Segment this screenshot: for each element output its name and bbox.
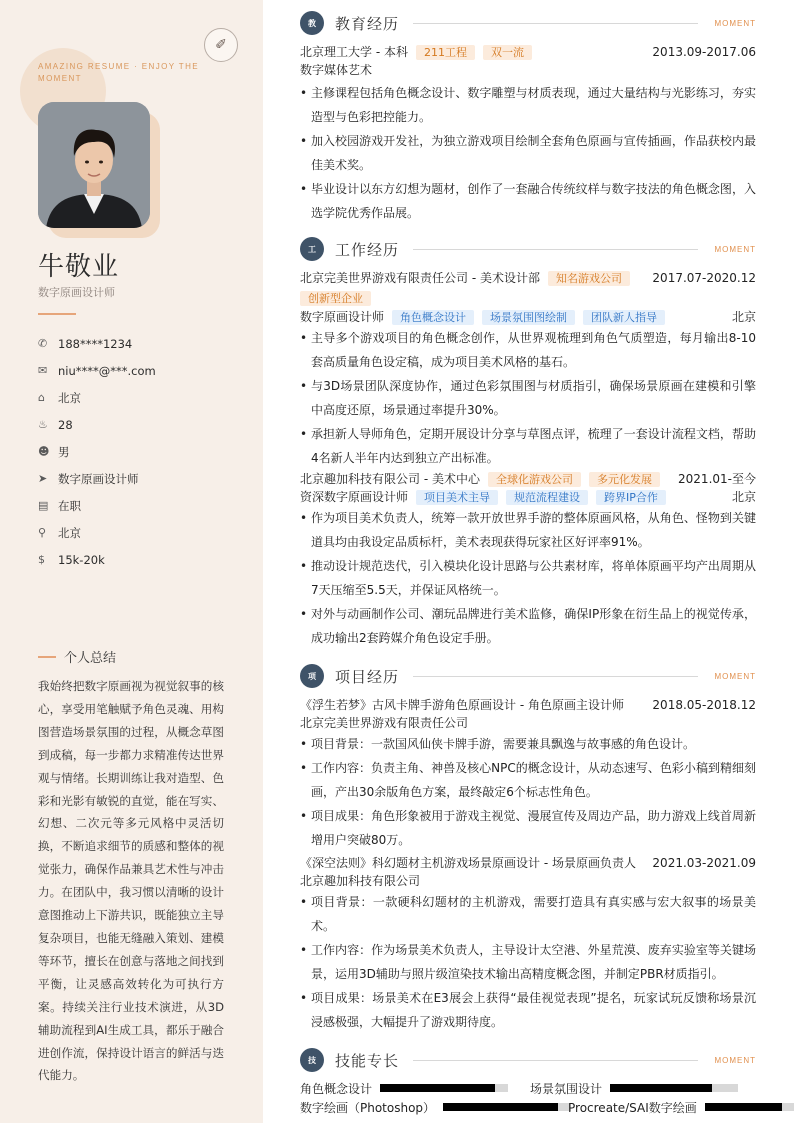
contact-email: ✉ niu****@***.com: [38, 363, 156, 378]
tag: 跨界IP合作: [596, 490, 666, 505]
section-title: 工作经历: [335, 240, 400, 259]
portrait-illustration: [38, 102, 150, 228]
skill-bar-fill: [443, 1103, 558, 1111]
tag: 团队新人指导: [583, 310, 665, 325]
project-1: [300, 696, 756, 852]
date-range: 2018.05-2018.12: [652, 698, 756, 712]
list-item: • 推动设计规范迭代，引入模块化设计思路与公共素材库，将单体原画平均产出周期从7天压缩至5.5天，并保证风格统一。: [300, 554, 756, 602]
role-name: 资深数字原画设计师: [300, 490, 409, 504]
city: 北京: [731, 490, 756, 504]
school-name: 北京理工大学 - 本科: [300, 45, 408, 59]
list-item: • 项目背景：一款硬科幻题材的主机游戏，需要打造具有真实感与宏大叙事的场景美术。: [300, 890, 756, 938]
section-badge: 工: [300, 237, 324, 261]
list-item: • 工作内容：负责主角、神兽及核心NPC的概念设计，从动态速写、色彩小稿到精细刻画，产出30余版角色方案，最终敲定6个标志性角色。: [300, 756, 756, 804]
date-range: 2013.09-2017.06: [652, 45, 756, 59]
date-range: 2017.07-2020.12: [652, 271, 756, 285]
gender-icon: ☻: [38, 445, 50, 458]
list-item: • 与3D场景团队深度协作，通过色彩氛围图与材质指引，确保场景原画在建模和引擎中高度还原，场景通过率提升30%。: [300, 374, 756, 422]
section-badge: 项: [300, 664, 324, 688]
section-projects-header: [300, 663, 756, 689]
list-item: • 项目成果：角色形象被用于游戏主视觉、漫展宣传及周边产品，助力游戏上线首周新增用户突破80万。: [300, 804, 756, 852]
section-badge: 技: [300, 1048, 324, 1072]
skill-name: Procreate/SAI数字绘画: [568, 1100, 697, 1115]
role-name: 数字原画设计师: [300, 310, 385, 324]
section-skills-header: [300, 1047, 756, 1073]
city: 北京: [731, 310, 756, 324]
home-icon: ⌂: [38, 391, 45, 404]
accent-divider: [38, 313, 76, 315]
work-job-2: [300, 470, 756, 650]
skill-item: [300, 1079, 508, 1097]
phone-icon: ✆: [38, 337, 48, 350]
skill-bar-fill: [705, 1103, 782, 1111]
section-education-header: [300, 10, 756, 36]
education-block: [300, 43, 756, 225]
list-item: • 项目背景：一款国风仙侠卡牌手游，需要兼具飘逸与故事感的角色设计。: [300, 732, 756, 756]
cake-icon: ♨: [38, 418, 48, 431]
sidebar-tagline: AMAZING RESUME · ENJOY THE MOMENT: [38, 62, 200, 83]
contact-location: ⚲ 北京: [38, 525, 81, 540]
skill-name: 角色概念设计: [300, 1081, 373, 1096]
project-company: 北京趣加科技有限公司: [300, 874, 421, 888]
tag: 规范流程建设: [506, 490, 588, 505]
tag: 211工程: [416, 45, 475, 60]
avatar: [38, 102, 150, 228]
contact-list: [38, 330, 248, 573]
skill-bar: [610, 1084, 738, 1092]
project-name: 《浮生若梦》古风卡牌手游角色原画设计 - 角色原画主设计师: [300, 698, 624, 712]
list-item: • 对外与动画制作公司、潮玩品牌进行美术监修，确保IP形象在衍生品上的视觉传承，成功输出2套跨媒介角色设定手册。: [300, 602, 756, 650]
moment-label: MOMENT: [714, 244, 756, 254]
skill-bar: [380, 1084, 508, 1092]
major: 数字媒体艺术: [300, 63, 373, 77]
list-item: • 承担新人导师角色，定期开展设计分享与草图点评，梳理了一套设计流程文档，帮助4名新人半年内达到独立产出标准。: [300, 422, 756, 470]
skill-bar: [443, 1103, 571, 1111]
wrench-badge-icon: ✐: [204, 28, 238, 62]
moment-label: MOMENT: [714, 1055, 756, 1065]
candidate-name: 牛敬业: [38, 252, 120, 282]
candidate-title: 数字原画设计师: [38, 286, 115, 299]
moment-label: MOMENT: [714, 671, 756, 681]
section-title: 项目经历: [335, 667, 400, 686]
skill-bar-fill: [610, 1084, 712, 1092]
salary-icon: $: [38, 553, 45, 566]
list-item: • 作为项目美术负责人，统筹一款开放世界手游的整体原画风格，从角色、怪物到关键道具均由我设定品质标杆，美术表现获得玩家社区好评率91%。: [300, 506, 756, 554]
section-title: 技能专长: [335, 1051, 400, 1070]
summary-text: 我始终把数字原画视为视觉叙事的核心，享受用笔触赋予角色灵魂、用构图营造场景氛围的过程，从概念草图到成稿，每一步都力求精准传达世界观与情绪。长期训练让我对造型、色彩和光影有敏锐的直觉，能在写实、幻想、二次元等多元风格中灵活切换，不断追求细节的质感和整体的视觉张力，确保作品兼具艺术性与冲击力。在团队中，我习惯以清晰的设计意图推动上下游共识，既能独立主导复杂项目，也能无缝融入策划、建模等环节，擅长在创意与落地之间找到平衡，让灵感高效转化为可执行方案。持续关注行业技术演进，从3D辅助流程到AI生成工具，都乐于融合进创作流，保持设计语言的鲜活与迭代能力。: [38, 679, 224, 1083]
tag: 角色概念设计: [392, 310, 474, 325]
project-name: 《深空法则》科幻题材主机游戏场景原画设计 - 场景原画负责人: [300, 856, 636, 870]
skill-item: [300, 1098, 571, 1116]
skill-bar: [705, 1103, 794, 1111]
contact-home: ⌂ 北京: [38, 390, 81, 405]
sidebar: [0, 0, 263, 1123]
tag: 场景氛围图绘制: [482, 310, 575, 325]
tag: 多元化发展: [589, 472, 660, 487]
list-item: • 毕业设计以东方幻想为题材，创作了一套融合传统纹样与数字技法的角色概念图，入选学院优秀作品展。: [300, 177, 756, 225]
skill-name: 场景氛围设计: [530, 1081, 603, 1096]
tag: 双一流: [483, 45, 532, 60]
project-2: [300, 854, 756, 1034]
briefcase-icon: ▤: [38, 499, 49, 512]
contact-position: ➤ 数字原画设计师: [38, 471, 139, 486]
work-job-1: [300, 269, 756, 470]
skill-name: 数字绘画（Photoshop）: [300, 1100, 436, 1115]
tag: 项目美术主导: [416, 490, 498, 505]
list-item: • 加入校园游戏开发社，为独立游戏项目绘制全套角色原画与宣传插画，作品获校内最佳美术奖。: [300, 129, 756, 177]
list-item: • 工作内容：作为场景美术负责人，主导设计太空港、外星荒漠、废弃实验室等关键场景，运用3D辅助与照片级渲染技术输出高精度概念图，并制定PBR材质指引。: [300, 938, 756, 986]
tag: 创新型企业: [300, 291, 371, 306]
list-item: • 主修课程包括角色概念设计、数字雕塑与材质表现，通过大量结构与光影练习，夯实造型与色彩把控能力。: [300, 81, 756, 129]
education-row: [300, 43, 756, 61]
skill-bar-fill: [380, 1084, 495, 1092]
major-row: [300, 61, 756, 79]
section-work-header: [300, 236, 756, 262]
company-name: 北京完美世界游戏有限责任公司 - 美术设计部: [300, 271, 540, 285]
section-title: 教育经历: [335, 14, 400, 33]
contact-age: ♨ 28: [38, 417, 73, 432]
skill-item: [568, 1098, 794, 1116]
location-pin-icon: ⚲: [38, 526, 47, 539]
mail-icon: ✉: [38, 364, 48, 377]
summary-heading: 个人总结: [38, 647, 116, 666]
contact-phone: ✆ 188****1234: [38, 336, 133, 351]
company-name: 北京趣加科技有限公司 - 美术中心: [300, 472, 480, 486]
contact-status: ▤ 在职: [38, 498, 81, 513]
contact-gender: ☻ 男: [38, 444, 70, 459]
section-badge: 教: [300, 11, 324, 35]
moment-label: MOMENT: [714, 18, 756, 28]
project-company: 北京完美世界游戏有限责任公司: [300, 716, 469, 730]
send-icon: ➤: [38, 472, 48, 485]
date-range: 2021.01-至今: [678, 472, 756, 486]
tag: 知名游戏公司: [548, 271, 630, 286]
contact-salary: $ 15k-20k: [38, 552, 105, 567]
date-range: 2021.03-2021.09: [652, 856, 756, 870]
list-item: • 主导多个游戏项目的角色概念创作，从世界观梳理到角色气质塑造，每月输出8-10套高质量角色设定稿，成为项目美术风格的基石。: [300, 326, 756, 374]
tag: 全球化游戏公司: [488, 472, 581, 487]
skill-item: [530, 1079, 738, 1097]
list-item: • 项目成果：场景美术在E3展会上获得“最佳视觉表现”提名，玩家试玩反馈称场景沉浸感极强，大幅提升了游戏期待度。: [300, 986, 756, 1034]
